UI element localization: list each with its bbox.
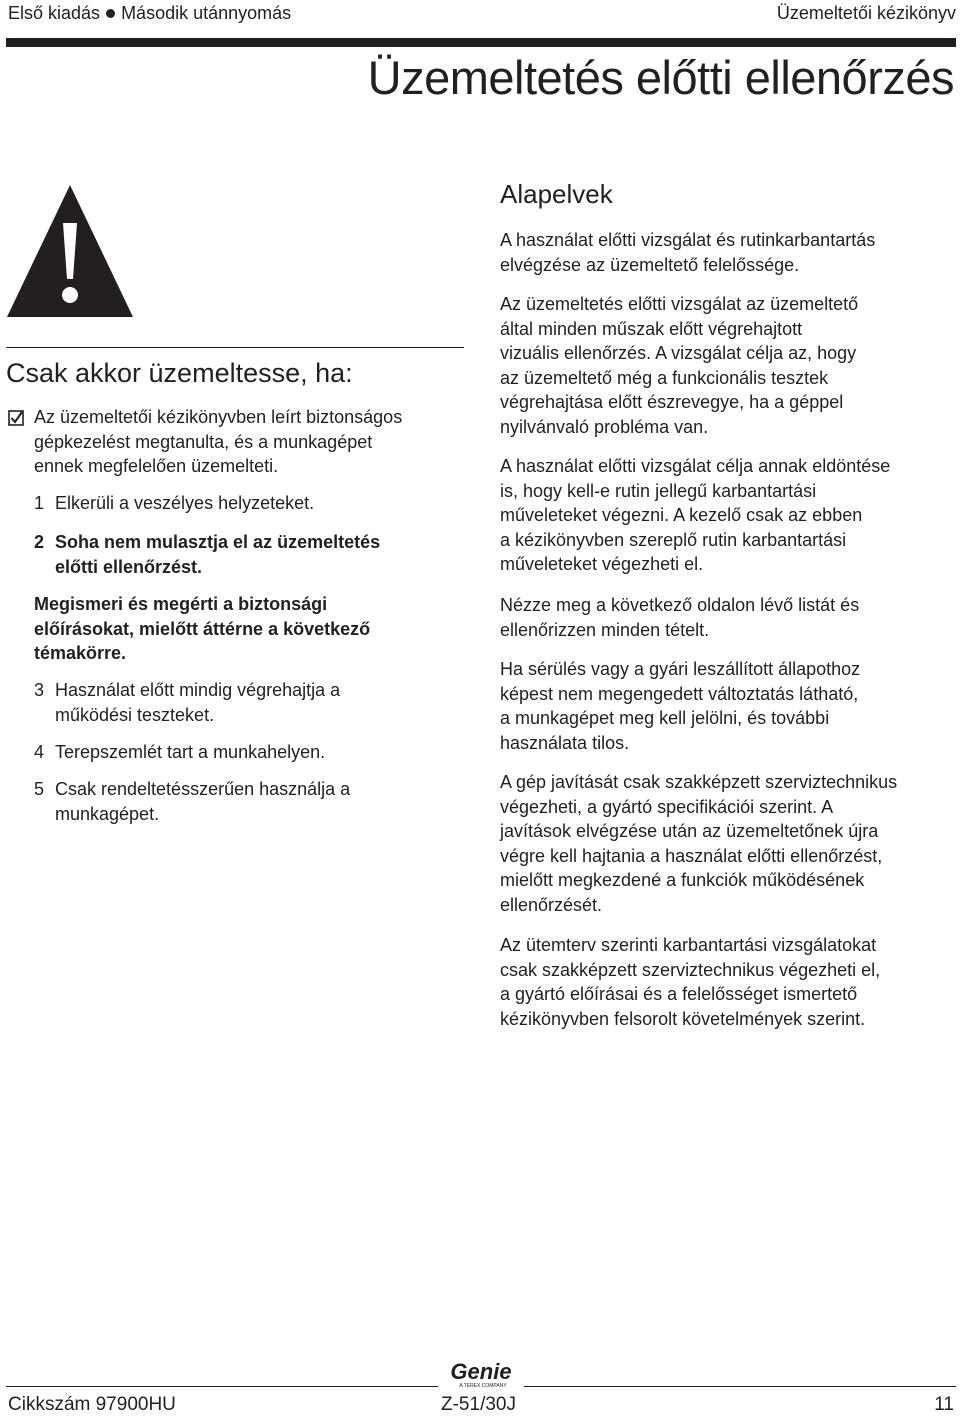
para-line: a kézikönyvben szereplő rutin karbantartási [500,529,847,550]
item-number: 5 [34,779,45,799]
edition-label: Első kiadás [8,3,101,23]
para-line: által minden műszak előtt végrehajtott [500,318,803,339]
paragraph-7 [500,933,950,1031]
item-number: 3 [34,680,45,700]
note-line: előírásokat, mielőtt áttérne a következő [34,618,371,639]
para-line: nyilvánvaló probléma van. [500,416,709,437]
item-line: működési teszteket. [55,704,215,725]
manual-name: Üzemeltetői kézikönyv [776,3,956,23]
para-line: A használat előtti vizsgálat célja annak eldöntése [500,456,891,476]
list-item-3 [34,678,455,727]
list-item-1 [34,491,455,516]
check-line: gépkezelést megtanulta, és a munkagépet [34,431,373,452]
para-line: műveleteket végezni. A kezelő csak az ebben [500,505,863,525]
footer-rule [6,1386,438,1387]
left-heading: Csak akkor üzemeltesse, ha: [6,358,353,388]
top-rule [6,38,956,47]
para-line: Az ütemterv szerinti karbantartási vizsgálatokat [500,935,877,955]
para-line: végezheti, a gyártó specifikációi szerint. A [500,796,834,817]
para-line: kézikönyvben felsorolt követelmények szerint. [500,1008,866,1029]
paragraph-6 [500,770,950,917]
note-line: Megismeri és megérti a biztonsági [34,594,328,614]
para-line: javítások elvégzése után az üzemeltetőnek újra [500,821,879,841]
para-line: mielőtt megkezdené a funkciók működésének [500,870,865,890]
item-line: előtti ellenőrzést. [55,556,203,577]
item-line: munkagépet. [55,803,160,824]
genie-logo [443,1359,519,1389]
para-line: A gép javítását csak szakképzett szerviztechnikus [500,772,898,792]
para-line: A használat előtti vizsgálat és rutinkarbantartás [500,230,876,250]
bullet-icon [106,9,115,18]
item-number: 2 [34,532,45,552]
section-heading: Alapelvek [500,179,613,209]
para-line: műveleteket végezheti el. [500,554,704,574]
bold-note [34,592,454,666]
printing-label: Második utánnyomás [121,3,292,23]
paragraph-3 [500,454,950,577]
para-line: a munkagépet meg kell jelölni, és további [500,708,830,728]
note-line: témakörre. [34,643,127,663]
para-line: is, hogy kell-e rutin jellegű karbantartási [500,480,817,501]
check-item [34,405,454,479]
para-line: a gyártó előírásai és a felelősséget ismertető [500,984,858,1004]
warning-triangle-icon [6,183,134,319]
para-line: végre kell hajtania a használat előtti ellenőrzést, [500,845,883,866]
item-line: Terepszemlét tart a munkahelyen. [55,742,326,762]
footer-rule [524,1386,956,1387]
para-line: ellenőrzését. [500,894,603,915]
model-number: Z-51/30J [441,1394,516,1415]
para-line: elvégzése az üzemeltető felelőssége. [500,254,800,275]
para-line: Nézze meg a következő oldalon lévő listát és [500,595,860,615]
para-line: végrehajtása előtt észrevegye, ha a géppel [500,392,844,412]
para-line: Az üzemeltetés előtti vizsgálat az üzemeltető [500,294,859,314]
item-number: 1 [34,493,45,513]
checkbox-checked-icon [8,410,24,426]
paragraph-5 [500,657,950,755]
para-line: Ha sérülés vagy a gyári leszállított állapothoz [500,659,861,679]
check-line: Az üzemeltetői kézikönyvben leírt biztonságos [34,407,403,427]
item-number: 4 [34,742,45,762]
item-line: Csak rendeltetésszerűen használja a [55,779,351,799]
header-edition-info [8,3,291,24]
left-section-rule [6,347,464,348]
paragraph-2 [500,292,950,439]
paragraph-1 [500,228,950,277]
item-line: Soha nem mulasztja el az üzemeltetés [55,532,381,552]
part-number: Cikkszám 97900HU [8,1394,176,1415]
paragraph-4 [500,593,950,642]
para-line: képest nem megengedett változtatás látható, [500,683,859,704]
list-item-4 [34,740,455,765]
item-line: Elkerüli a veszélyes helyzeteket. [55,493,315,513]
check-line: ennek megfelelően üzemelteti. [34,456,279,476]
item-line: Használat előtt mindig végrehajtja a [55,680,341,700]
para-line: csak szakképzett szerviztechnikus végezheti el, [500,959,881,980]
para-line: ellenőrizzen minden tételt. [500,619,710,640]
para-line: használata tilos. [500,732,630,753]
para-line: vizuális ellenőrzés. A vizsgálat célja az, hogy [500,343,857,363]
page-title: Üzemeltetés előtti ellenőrzés [367,51,954,104]
logo-subtext: A TEREX COMPANY [459,1383,507,1389]
para-line: az üzemeltető még a funkcionális tesztek [500,367,829,388]
list-item-5 [34,777,455,826]
list-item-2 [34,530,455,579]
page-number: 11 [934,1394,954,1415]
logo-text: Genie [450,1359,512,1384]
